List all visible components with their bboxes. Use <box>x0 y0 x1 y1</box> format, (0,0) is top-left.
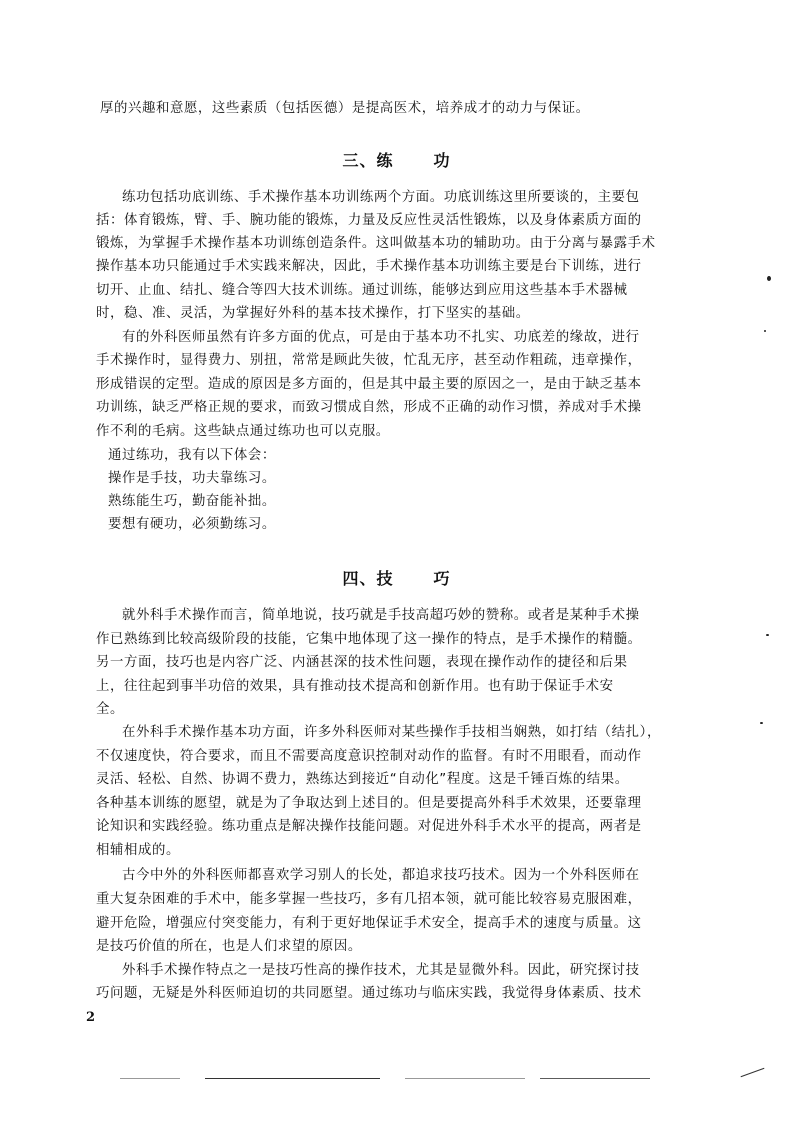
paragraph-line: 外科手术操作特点之一是技巧性高的操作技术，尤其是显微外科。因此，研究探讨技 <box>122 963 640 978</box>
section-title-char: 技 <box>376 569 394 588</box>
scan-artifact <box>741 1068 765 1077</box>
paragraph-line: 上，往往起到事半功倍的效果，具有推动技术提高和创新作用。也有助于保证手术安 <box>96 679 614 694</box>
paragraph-line: 作不利的毛病。这些缺点通过练功也可以克服。 <box>96 424 390 439</box>
section-title-char: 练 <box>376 151 394 170</box>
paragraph-line: 操作基本功只能通过手术实践来解决，因此，手术操作基本功训练主要是台下训练，进行 <box>96 259 642 274</box>
verse-line: 通过练功，我有以下体会： <box>108 448 276 463</box>
paragraph-line: 锻炼，为掌握手术操作基本功训练创造条件。这叫做基本功的辅助功。由于分离与暴露手术 <box>96 236 656 251</box>
paragraph-line: 形成错误的定型。造成的原因是多方面的，但是其中最主要的原因之一，是由于缺乏基本 <box>96 377 642 392</box>
verse-line: 熟练能生巧，勤奋能补拙。 <box>108 494 276 509</box>
paragraph-line: 巧问题，无疑是外科医师迫切的共同愿望。通过练功与临床实践，我觉得身体素质、技术 <box>96 986 642 1001</box>
paragraph-line: 是技巧价值的所在，也是人们求望的原因。 <box>96 939 362 954</box>
paragraph-line: 另一方面，技巧也是内容广泛、内涵甚深的技术性问题，表现在操作动作的捷径和后果 <box>96 655 628 670</box>
scan-speck <box>764 330 766 332</box>
scan-artifact <box>120 1078 180 1079</box>
paragraph-line: 论知识和实践经验。练功重点是解决操作技能问题。对促进外科手术水平的提高，两者是 <box>96 819 642 834</box>
section-heading-4 <box>0 566 793 589</box>
section-title-char: 功 <box>433 151 451 170</box>
paragraph-line: 重大复杂困难的手术中，能多掌握一些技巧，多有几招本领，就可能比较容易克服困难， <box>96 892 642 907</box>
paragraph-line: 时，稳、准、灵活，为掌握好外科的基本技术操作，打下坚实的基础。 <box>96 306 530 321</box>
paragraph-line: 相辅相成的。 <box>96 843 180 858</box>
paragraph-line: 作已熟练到比较高级阶段的技能，它集中地体现了这一操作的特点，是手术操作的精髓。 <box>96 632 642 647</box>
scan-speck <box>766 634 769 636</box>
paragraph-line: 括：体育锻炼，臂、手、腕功能的锻炼，力量及反应性灵活性锻炼，以及身体素质方面的 <box>96 213 642 228</box>
scan-speck <box>760 722 763 724</box>
scan-artifact <box>405 1078 525 1079</box>
verse-line: 操作是手技，功夫靠练习。 <box>108 471 276 486</box>
paragraph-line: 灵活、轻松、自然、协调不费力，熟练达到接近“自动化”程度。这是千锤百炼的结果。 <box>96 772 629 787</box>
paragraph-line: 在外科手术操作基本功方面，许多外科医师对某些操作手技相当娴熟，如打结（结扎）， <box>122 725 661 740</box>
paragraph-line: 全。 <box>96 702 124 717</box>
section-title-char: 巧 <box>433 569 451 588</box>
paragraph-line: 古今中外的外科医师都喜欢学习别人的长处，都追求技巧技术。因为一个外科医师在 <box>122 868 640 883</box>
paragraph-line: 有的外科医师虽然有许多方面的优点，可是由于基本功不扎实、功底差的缘故，进行 <box>122 330 640 345</box>
verse-line: 要想有硬功，必须勤练习。 <box>108 517 276 532</box>
carryover-paragraph-line: 厚的兴趣和意愿，这些素质（包括医德）是提高医术，培养成才的动力与保证。 <box>100 101 590 116</box>
paragraph-line: 切开、止血、结扎、缝合等四大技术训练。通过训练，能够达到应用这些基本手术器械 <box>96 283 628 298</box>
paragraph-line: 练功包括功底训练、手术操作基本功训练两个方面。功底训练这里所要谈的，主要包 <box>122 190 640 205</box>
paragraph-line: 各种基本训练的愿望，就是为了争取达到上述目的。但是要提高外科手术效果，还要靠理 <box>96 796 642 811</box>
paragraph-line: 功训练，缺乏严格正规的要求，而致习惯成自然，形成不正确的动作习惯，养成对手术操 <box>96 400 642 415</box>
section-number: 三、 <box>342 151 377 170</box>
paragraph-line: 就外科手术操作而言，简单地说，技巧就是手技高超巧妙的赞称。或者是某种手术操 <box>122 608 640 623</box>
paragraph-line: 避开危险，增强应付突变能力，有利于更好地保证手术安全，提高手术的速度与质量。这 <box>96 916 642 931</box>
paragraph-line: 不仅速度快，符合要求，而且不需要高度意识控制对动作的监督。有时不用眼看，而动作 <box>96 749 642 764</box>
page-number: 2 <box>86 1010 96 1025</box>
scan-artifact <box>205 1078 380 1079</box>
section-number: 四、 <box>342 569 377 588</box>
section-heading-3 <box>0 148 793 171</box>
scan-speck <box>767 276 771 281</box>
paragraph-line: 手术操作时，显得费力、别扭，常常是顾此失彼，忙乱无序，甚至动作粗疏，违章操作， <box>96 353 642 368</box>
scan-artifact <box>540 1078 650 1079</box>
